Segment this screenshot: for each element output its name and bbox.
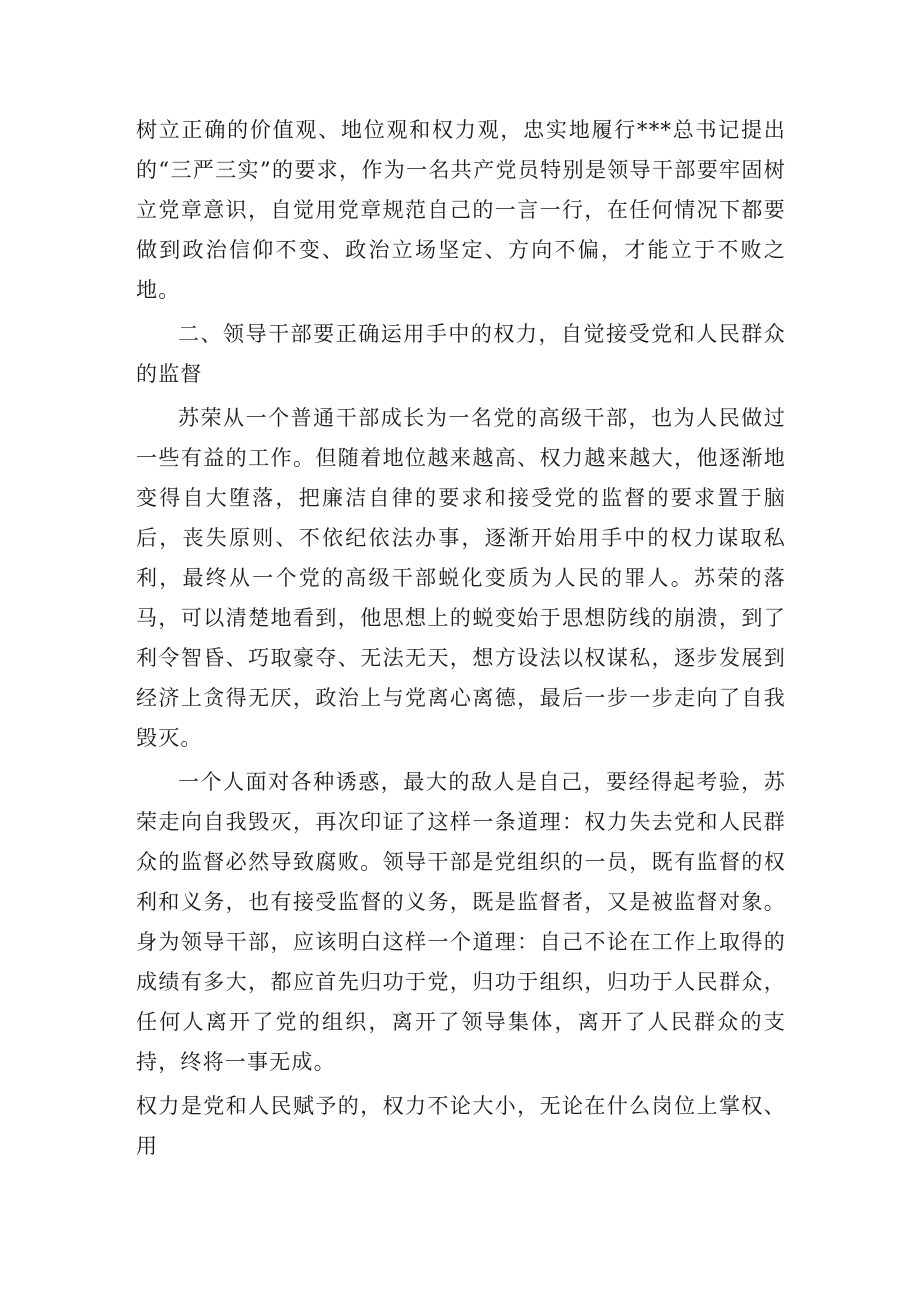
paragraph-power-origin: 权力是党和人民赋予的，权力不论大小，无论在什么岗位上掌权、用 <box>136 1094 786 1158</box>
paragraph-value-orientation: 树立正确的价值观、地位观和权力观，忠实地履行***总书记提出的“三严三实”的要求，作为一名共产党员特别是领导干部要牢固树立党章意识，自觉用党章规范自己的一言一行，在任何情况下都要做到政治信仰不变、政治立场坚定、方向不偏，才能立于不败之地。 <box>136 118 786 302</box>
paragraph-supervision-principle: 一个人面对各种诱惑，最大的敌人是自己，要经得起考验，苏荣走向自我毁灭，再次印证了这样一条道理：权力失去党和人民群众的监督必然导致腐败。领导干部是党组织的一员，既有监督的权利和义务，也有接受监督的义务，既是监督者，又是被监督对象。身为领导干部，应该明白这样一个道理：自己不论在工作上取得的成绩有多大，都应首先归功于党，归功于组织，归功于人民群众，任何人离开了党的组织，离开了领导集体，离开了人民群众的支持，终将一事无成。 <box>136 770 786 1074</box>
section-heading-power-supervision: 二、领导干部要正确运用手中的权力，自觉接受党和人民群众的监督 <box>136 322 786 386</box>
document-body <box>136 110 786 1170</box>
paragraph-surong-case: 苏荣从一个普通干部成长为一名党的高级干部，也为人民做过一些有益的工作。但随着地位越来越高、权力越来越大，他逐渐地变得自大堕落，把廉洁自律的要求和接受党的监督的要求置于脑后，丧失原则、不依纪依法办事，逐渐开始用手中的权力谋取私利，最终从一个党的高级干部蜕化变质为人民的罪人。苏荣的落马，可以清楚地看到，他思想上的蜕变始于思想防线的崩溃，到了利令智昏、巧取豪夺、无法无天，想方设法以权谋私，逐步发展到经济上贪得无厌，政治上与党离心离德，最后一步一步走向了自我毁灭。 <box>136 406 786 750</box>
